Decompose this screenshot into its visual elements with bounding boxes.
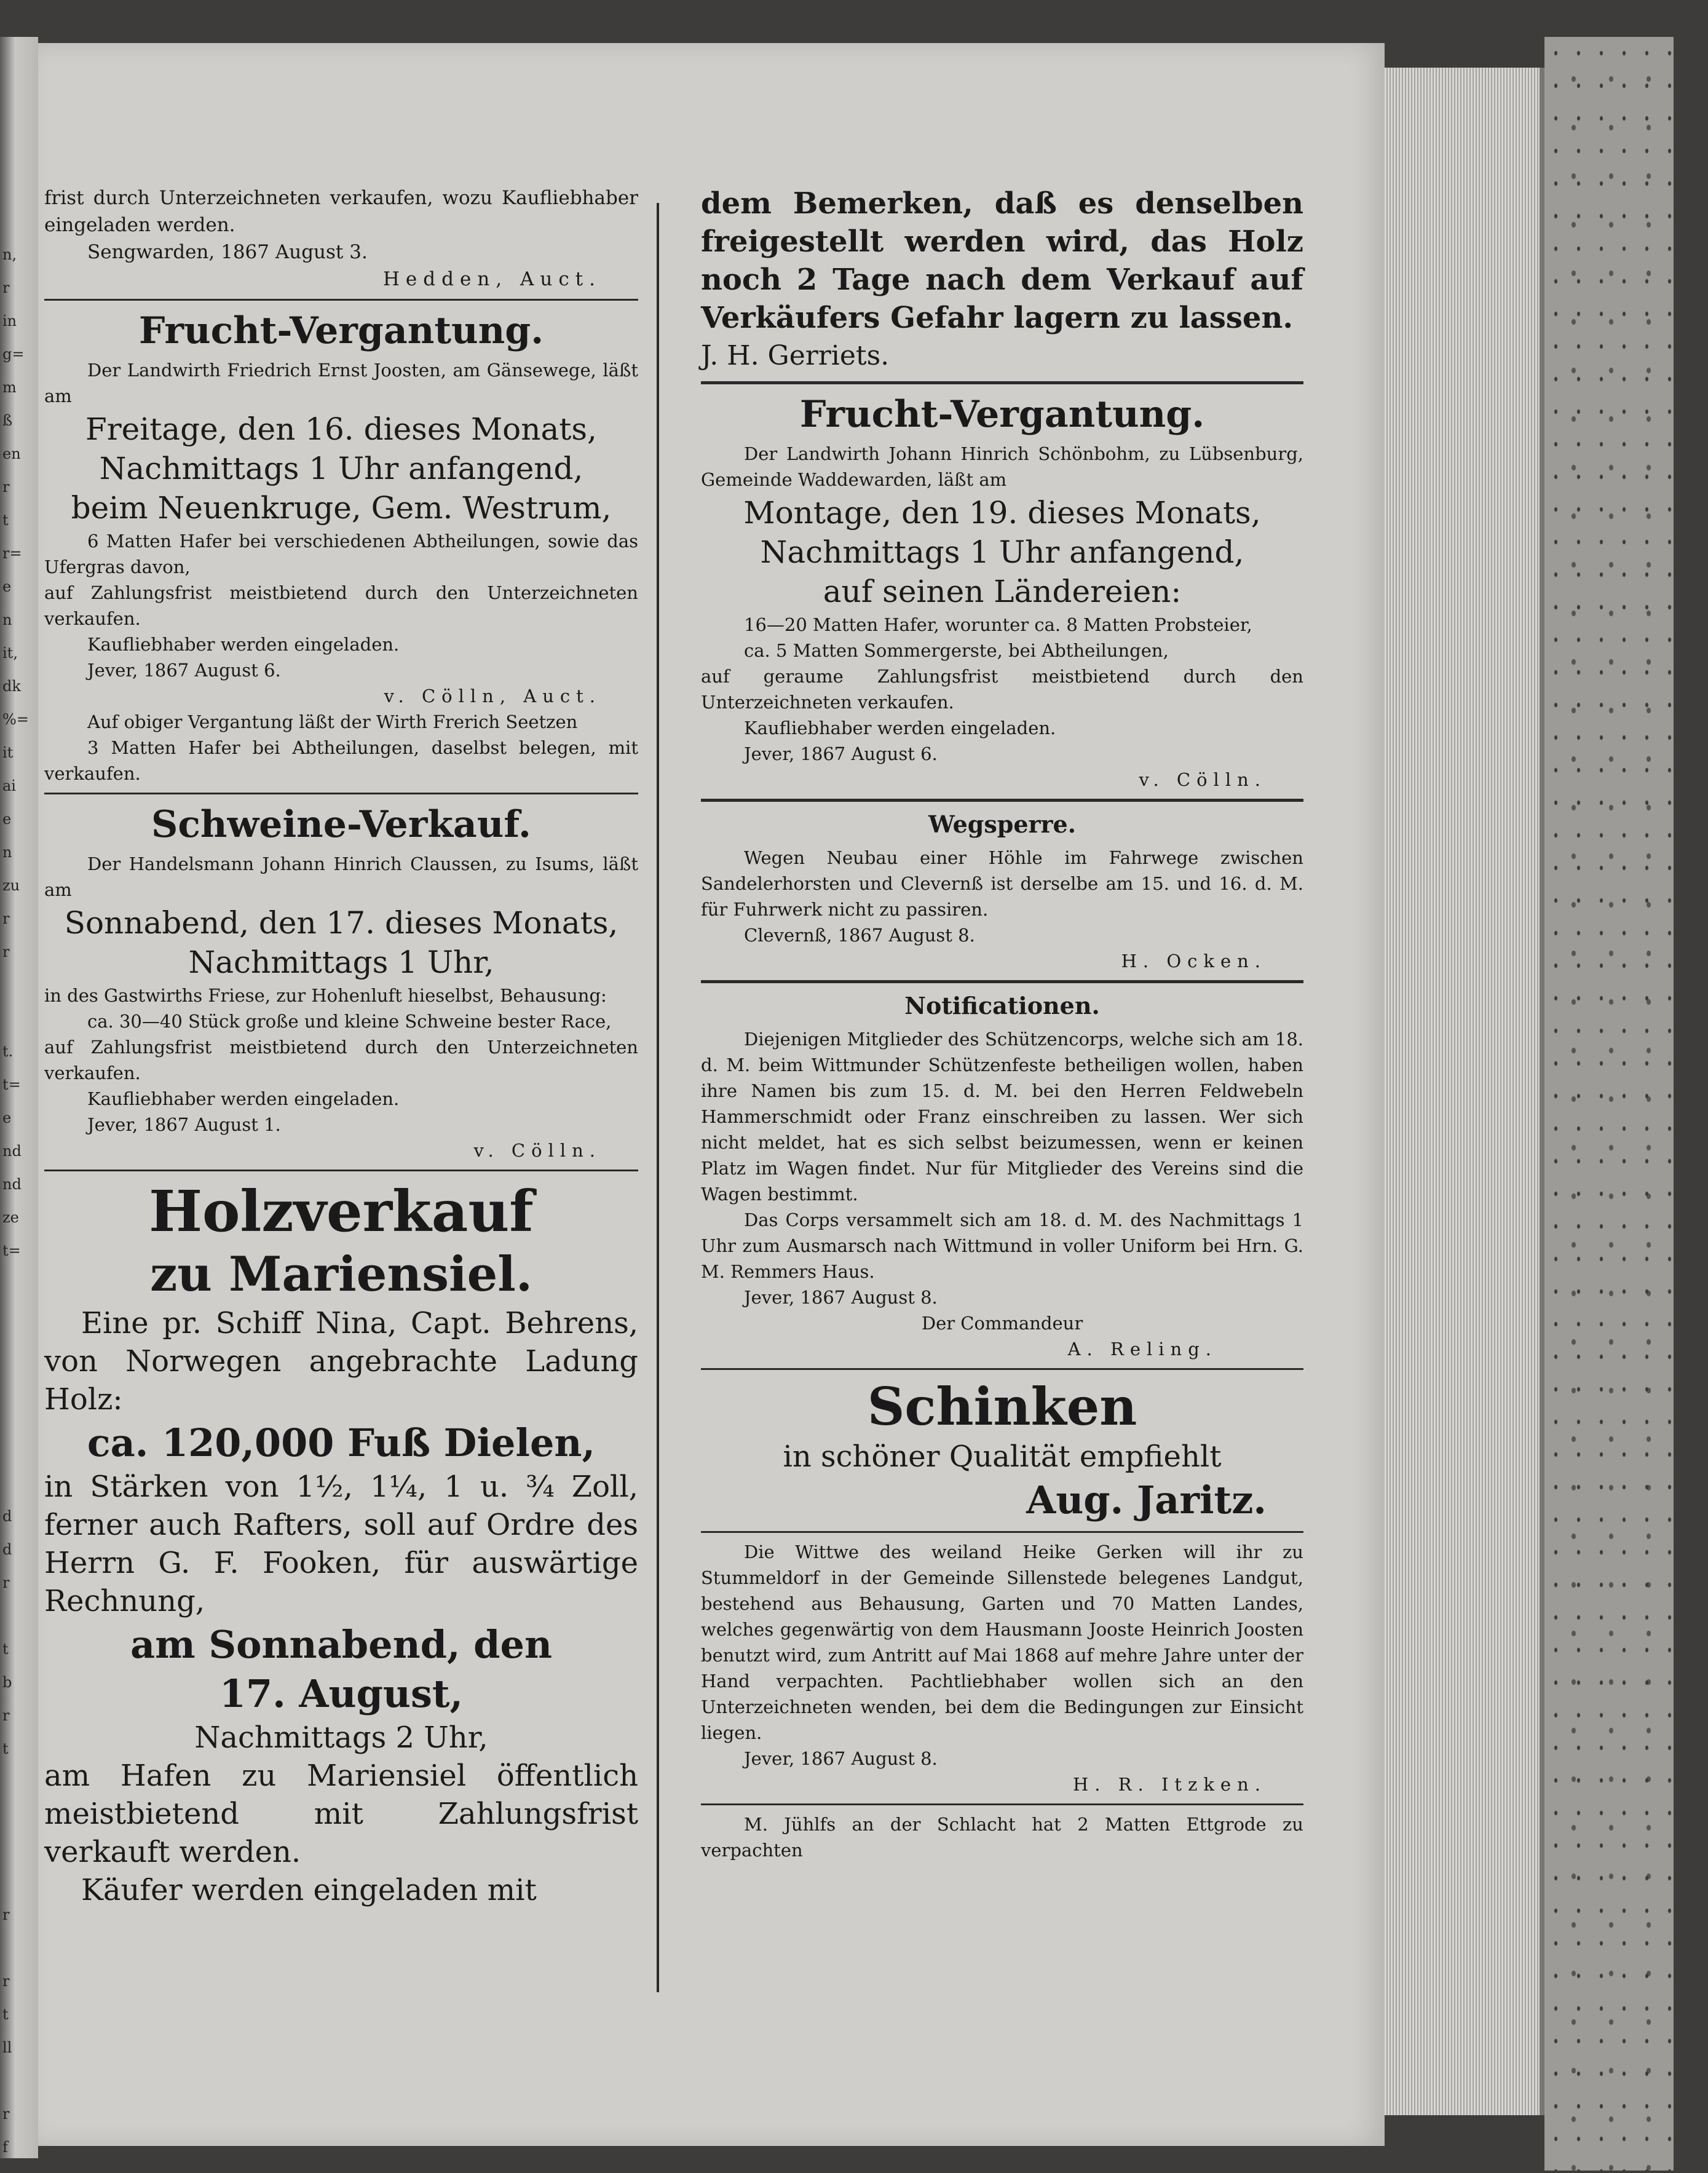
column-divider [657, 203, 659, 1992]
gutter-fragment: r [2, 2105, 10, 2123]
ad-text: 6 Matten Hafer bei verschiedenen Abtheilungen, sowie das Ufergras davon, [44, 531, 638, 577]
ad-text: Die Wittwe des weiland Heike Gerken will ihr zu Stummeldorf in der Gemeinde Sillenstede belegenes Landgut, bestehend aus Behausung, Garten und 70 Matten Landes, welches gegenwärtig von dem Hausmann Jooste Heinrich Joosten benutzt wird, zum Antritt auf Mai 1868 auf mehre Jahre unter der Hand verpachten. Pachtliebhaber wollen sich an den Unterzeichneten wenden, bei dem die Bedingungen zur Einsicht liegen. [701, 1542, 1303, 1743]
separator [44, 1170, 638, 1171]
book-cover [1544, 37, 1674, 2171]
gutter-fragment: g= [2, 346, 25, 363]
separator [701, 381, 1303, 384]
ad-big-line: Montage, den 19. dieses Monats, [743, 495, 1261, 531]
gutter-fragment: ß [2, 412, 13, 429]
separator [701, 1531, 1303, 1533]
gutter-fragment: dk [2, 678, 21, 695]
gutter-fragment: t= [2, 1076, 21, 1093]
ad-time: Nachmittags 2 Uhr, [194, 1720, 488, 1755]
separator [44, 299, 638, 301]
separator [701, 1368, 1303, 1370]
ad-date: Jever, 1867 August 6. [87, 660, 281, 681]
gutter-fragment: r [2, 1973, 10, 1990]
ad-big-line: Sonnabend, den 17. dieses Monats, [64, 905, 619, 941]
ad-big-line: Nachmittags 1 Uhr anfangend, [99, 451, 583, 486]
gutter-fragment: r [2, 1574, 10, 1591]
separator [44, 793, 638, 794]
ad-date: Clevernß, 1867 August 8. [744, 925, 975, 946]
ad-subtitle: zu Mariensiel. [149, 1246, 533, 1302]
ad-intro: Der Landwirth Johann Hinrich Schönbohm, zu Lübsenburg, Gemeinde Waddewarden, läßt am [701, 443, 1303, 490]
left-column [44, 184, 638, 1909]
separator [701, 799, 1303, 802]
ad-big-line: auf seinen Ländereien: [823, 574, 1182, 609]
ad-text: ca. 30—40 Stück große und kleine Schweine bester Race, [87, 1011, 612, 1032]
ad-text: Das Corps versammelt sich am 18. d. M. des Nachmittags 1 Uhr zum Ausmarsch nach Wittmund in voller Uniform bei Hrn. G. M. Remmers Haus. [701, 1209, 1303, 1282]
gutter-fragment: e [2, 810, 12, 828]
ad-signature: A. Reling. [1067, 1339, 1217, 1360]
ad-text: am Hafen zu Mariensiel öffentlich meistbietend mit Zahlungsfrist verkauft werden. [44, 1759, 638, 1869]
gutter-fragment: r [2, 943, 10, 960]
gutter-fragment: zu [2, 877, 20, 894]
gutter-fragment: it, [2, 644, 18, 662]
gutter-fragment: ll [2, 2039, 12, 2056]
ad-text: auf Zahlungsfrist meistbietend durch den Unterzeichneten verkaufen. [44, 582, 638, 629]
ad-title: Holzverkauf [149, 1178, 534, 1245]
ad-text: Wegen Neubau einer Höhle im Fahrwege zwischen Sandelerhorsten und Clevernß ist derselbe am 15. und 16. d. M. für Fuhrwerk nicht zu passiren. [701, 847, 1303, 920]
gutter-fragment: n [2, 844, 12, 861]
ad-text: Diejenigen Mitglieder des Schützencorps, welche sich am 18. d. M. beim Wittmunder Schützenfeste betheiligen wollen, haben ihre Namen bis zum 15. d. M. bei den Herren Feldwebeln Hammerschmidt oder Franz einschreiben zu lassen. Wer sich nicht meldet, hat es sich selbst beizumessen, wenn er keinen Platz im Wagen findet. Nur für Mitglieder des Vereins sind die Wagen bestimmt. [701, 1029, 1303, 1205]
ad-text: Kaufliebhaber werden eingeladen. [87, 1088, 400, 1109]
ad-text: Eine pr. Schiff Nina, Capt. Behrens, von Norwegen angebrachte Ladung Holz: [44, 1306, 638, 1417]
gutter-fragment: r [2, 478, 10, 496]
gutter-fragment: r [2, 910, 10, 927]
ad-text: frist durch Unterzeichneten verkaufen, wozu Kaufliebhaber eingeladen werden. [44, 187, 638, 236]
gutter-fragment: n, [2, 246, 17, 263]
gutter-fragment: nd [2, 1142, 22, 1160]
gutter-fragment: r [2, 1707, 10, 1724]
gutter-fragment: nd [2, 1176, 22, 1193]
ad-text: 16—20 Matten Hafer, worunter ca. 8 Matten Probsteier, [744, 614, 1252, 635]
ad-title: Wegsperre. [928, 810, 1076, 838]
gutter-fragment: ze [2, 1209, 19, 1226]
ad-date: Jever, 1867 August 1. [87, 1114, 281, 1135]
ad-text: M. Jühlfs an der Schlacht hat 2 Matten Ettgrode zu verpachten [701, 1814, 1303, 1861]
gutter-fragment: t [2, 1740, 9, 1757]
separator [701, 1803, 1303, 1805]
ad-date: Jever, 1867 August 6. [744, 743, 938, 764]
gutter-fragment: n [2, 611, 12, 628]
gutter-fragment: r [2, 279, 10, 296]
ad-text: in schöner Qualität empfiehlt [783, 1439, 1222, 1474]
ad-big-line: Nachmittags 1 Uhr anfangend, [760, 534, 1244, 570]
ad-signature: H. R. Itzken. [1072, 1774, 1267, 1795]
ad-signature: Der Commandeur [921, 1313, 1083, 1334]
gutter-fragment: e [2, 1109, 12, 1126]
ad-title: Frucht-Vergantung. [138, 309, 544, 352]
ad-text: dem Bemerken, daß es denselben freigestellt werden wird, das Holz noch 2 Tage nach dem Verkauf auf Verkäufers Gefahr lagern zu lassen. [701, 186, 1303, 335]
ad-intro: Der Handelsmann Johann Hinrich Claussen, zu Isums, läßt am [44, 853, 638, 900]
ad-signature: v. Cölln. [1139, 769, 1267, 790]
ad-highlight: ca. 120,000 Fuß Dielen, [87, 1420, 596, 1465]
ad-signature: H. Ocken. [1121, 951, 1267, 972]
gutter-fragment: en [2, 445, 21, 462]
ad-title: Frucht-Vergantung. [799, 393, 1205, 436]
ad-text: Auf obiger Vergantung läßt der Wirth Frerich Seetzen [87, 711, 578, 732]
ad-title: Schweine-Verkauf. [151, 803, 531, 846]
gutter-fragment: b [2, 1674, 12, 1691]
ad-text: auf Zahlungsfrist meistbietend durch den Unterzeichneten verkaufen. [44, 1037, 638, 1083]
ad-date: Sengwarden, 1867 August 3. [87, 241, 368, 263]
gutter-fragment: f [2, 2139, 8, 2156]
ad-big-line: Nachmittags 1 Uhr, [188, 944, 494, 980]
binding-gutter [0, 37, 38, 2158]
gutter-fragment: ai [2, 777, 16, 794]
gutter-fragment: d [2, 1541, 12, 1558]
gutter-fragment: r= [2, 545, 22, 562]
gutter-fragment: e [2, 578, 12, 595]
ad-big-line: Freitage, den 16. dieses Monats, [85, 411, 597, 447]
gutter-fragment: t [2, 512, 9, 529]
gutter-fragment: r [2, 1906, 10, 1923]
right-column [701, 184, 1303, 1863]
ad-text: in Stärken von 1½, 1¼, 1 u. ¾ Zoll, ferner auch Rafters, soll auf Ordre des Herrn G. F. Fooken, für auswärtige Rechnung, [44, 1470, 638, 1618]
ad-signature: v. Cölln. [473, 1140, 601, 1161]
ad-date: Jever, 1867 August 8. [744, 1748, 938, 1769]
gutter-fragment: t [2, 1641, 9, 1658]
page-edges [1385, 68, 1544, 2115]
ad-title: Notificationen. [904, 992, 1100, 1019]
gutter-fragment: t= [2, 1242, 21, 1259]
ad-date: Jever, 1867 August 8. [744, 1287, 938, 1308]
ad-big-line: beim Neuenkruge, Gem. Westrum, [71, 490, 612, 526]
ad-text: Käufer werden eingeladen mit [81, 1873, 537, 1907]
ad-when: 17. August, [219, 1671, 464, 1716]
ad-intro: Der Landwirth Friedrich Ernst Joosten, am Gänsewege, läßt am [44, 360, 638, 406]
ad-text: Kaufliebhaber werden eingeladen. [744, 718, 1056, 738]
gutter-fragment: it [2, 744, 14, 761]
ad-text: 3 Matten Hafer bei Abtheilungen, daselbst belegen, mit verkaufen. [44, 737, 638, 784]
ad-text: in des Gastwirths Friese, zur Hohenluft hieselbst, Behausung: [44, 985, 607, 1006]
ad-signature: Aug. Jaritz. [1026, 1478, 1267, 1522]
gutter-fragment: t. [2, 1043, 14, 1060]
gutter-fragment: %= [2, 711, 29, 728]
ad-signature: J. H. Gerriets. [701, 340, 890, 371]
ad-signature: v. Cölln, Auct. [384, 686, 601, 707]
gutter-fragment: d [2, 1508, 12, 1525]
ad-text: auf geraume Zahlungsfrist meistbietend durch den Unterzeichneten verkaufen. [701, 666, 1303, 713]
ad-signature: Hedden, Auct. [382, 268, 601, 290]
gutter-fragment: in [2, 312, 17, 330]
gutter-fragment: m [2, 379, 17, 396]
gutter-fragment: t [2, 2006, 9, 2023]
ad-text: Kaufliebhaber werden eingeladen. [87, 634, 400, 655]
ad-title: Schinken [867, 1376, 1137, 1437]
separator [701, 980, 1303, 983]
ad-text: ca. 5 Matten Sommergerste, bei Abtheilungen, [744, 640, 1169, 661]
ad-when: am Sonnabend, den [130, 1622, 553, 1667]
